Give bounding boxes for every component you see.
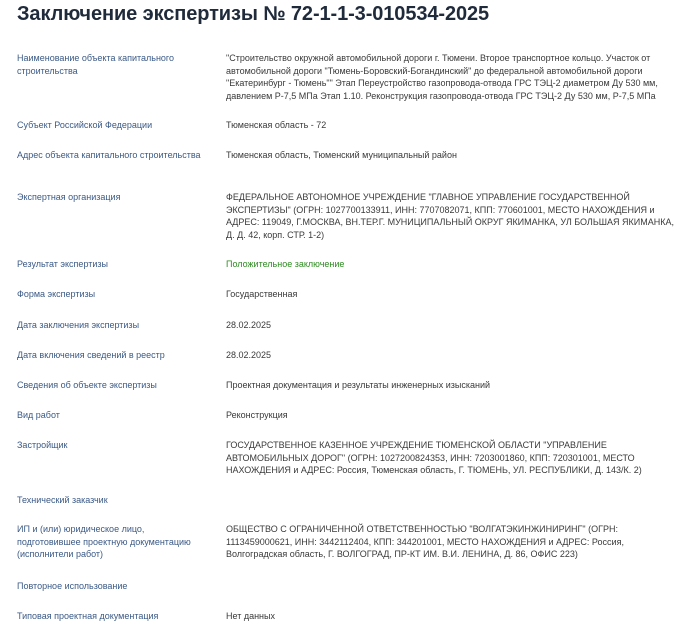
- field-value: Тюменская область, Тюменский муниципальный район: [226, 150, 457, 160]
- field-value: ФЕДЕРАЛЬНОЕ АВТОНОМНОЕ УЧРЕЖДЕНИЕ "ГЛАВНОЕ УПРАВЛЕНИЕ ГОСУДАРСТВЕННОЙ ЭКСПЕРТИЗЫ" (ОГРН: 1027700133911, ИНН: 7707082071, КПП: 770601001, МЕСТО НАХОЖДЕНИЯ и АДРЕС: 119049, Г.МОСКВА, ВН.ТЕР.Г. МУНИЦИПАЛЬНЫЙ ОКРУГ ЯКИМАНКА, УЛ БОЛЬШАЯ ЯКИМАНКА, Д. Д. 42, корп. СТР. 1-2): [226, 192, 674, 240]
- field-label: Вид работ: [17, 410, 60, 420]
- field-value: Нет данных: [226, 611, 275, 621]
- field-label: Результат экспертизы: [17, 259, 108, 269]
- field-value: 28.02.2025: [226, 320, 272, 330]
- field-value: ОБЩЕСТВО С ОГРАНИЧЕННОЙ ОТВЕТСТВЕННОСТЬЮ "ВОЛГАТЭКИНЖИНИРИНГ" (ОГРН: 1113459000621, ИНН: 3442112404, КПП: 344201001, МЕСТО НАХОЖДЕНИЯ и АДРЕС: Россия, Волгоградская область, Г. ВОЛГОГРАД, ПР-КТ ИМ. В.И. ЛЕНИНА, Д. 86, ОФИС 223): [226, 524, 624, 559]
- field-label: Типовая проектная документация: [17, 611, 159, 621]
- field-label: Наименование объекта капитального строительства: [17, 53, 175, 76]
- field-label: Экспертная организация: [17, 192, 121, 202]
- field-value: 28.02.2025: [226, 350, 272, 360]
- field-value: Проектная документация и результаты инженерных изысканий: [226, 380, 490, 390]
- field-label: Адрес объекта капитального строительства: [17, 150, 201, 160]
- field-label: Дата включения сведений в реестр: [17, 350, 165, 360]
- page-title: Заключение экспертизы № 72-1-1-3-010534-2025: [17, 3, 490, 25]
- field-label: Сведения об объекте экспертизы: [17, 380, 157, 390]
- field-label: Технический заказчик: [17, 495, 108, 505]
- field-value: "Строительство окружной автомобильной дороги г. Тюмени. Второе транспортное кольцо. Участок от автомобильной дороги "Тюмень-Боровский-Богандинский" до федеральной автомобильной дороги "Екатеринбург - Тюмень"" Этап Переустройство газопровода-отвода ГРС ТЭЦ-2 диаметром Ду 530 мм, давлением Р-7,5 МПа Этап 1.10. Реконструкция газопровода-отвода ГРС ТЭЦ-2 Ду 530 мм, Р-7,5 МПа: [226, 53, 658, 101]
- field-value: Тюменская область - 72: [226, 120, 327, 130]
- field-value: ГОСУДАРСТВЕННОЕ КАЗЕННОЕ УЧРЕЖДЕНИЕ ТЮМЕНСКОЙ ОБЛАСТИ "УПРАВЛЕНИЕ АВТОМОБИЛЬНЫХ ДОРОГ" (ОГРН: 1027200824353, ИНН: 7203001860, КПП: 720301001, МЕСТО НАХОЖДЕНИЯ и АДРЕС: Россия, Тюменская область, Г. ТЮМЕНЬ, УЛ. РЕСПУБЛИКИ, Д. 143/К. 2): [226, 440, 642, 475]
- field-label: ИП и (или) юридическое лицо, подготовившее проектную документацию (исполнители работ): [17, 524, 191, 559]
- field-value: Реконструкция: [226, 410, 288, 420]
- field-label: Дата заключения экспертизы: [17, 320, 140, 330]
- field-label: Застройщик: [17, 440, 68, 450]
- field-label: Субъект Российской Федерации: [17, 120, 153, 130]
- status-value-positive: Положительное заключение: [226, 259, 345, 269]
- field-value: Государственная: [226, 289, 298, 299]
- field-label: Форма экспертизы: [17, 289, 96, 299]
- field-label: Повторное использование: [17, 581, 128, 591]
